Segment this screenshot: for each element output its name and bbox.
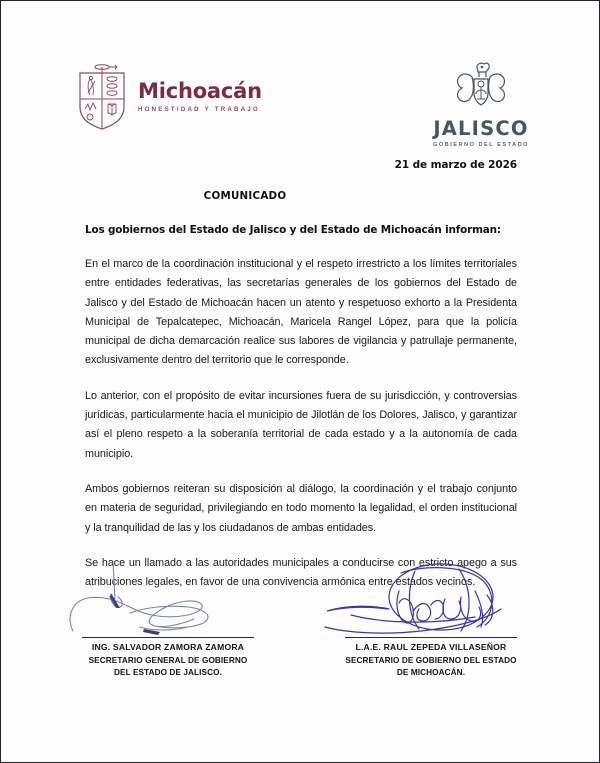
jalisco-logo	[423, 59, 539, 148]
body-paragraph: Lo anterior, con el propósito de evitar incursiones fuera de su jurisdicción, y controversias jurídicas, particularmente hacia el municipio de Jilotlán de los Dolores, Jalisco, y garantizar así el pleno respeto a la soberanía territorial de cada estado y a la autonomía de cada municipio.	[85, 389, 517, 460]
signatory-role-right-line1: SECRETARIO DE GOBIERNO DEL ESTADO	[345, 655, 517, 665]
body-paragraph: En el marco de la coordinación institucional y el respeto irrestricto a los límites territoriales entre entidades federativas, las secretarías generales de los gobiernos del Estado de Jalisco y del Estado de Michoacán hacen un atento y respetuoso exhorto a la Presidenta Municipal de Tepalcatepec, Michoacán, Maricela Rangel López, para que la policía municipal de dicha demarcación realice sus labores de vigilancia y patrullaje permanente, exclusivamente dentro del territorio que le corresponde.	[85, 258, 517, 367]
document-sheet	[1, 1, 599, 762]
signature-area	[1, 561, 600, 691]
body-paragraph: Ambos gobiernos reiteran su disposición al diálogo, la coordinación y el trabajo conjunto en materia de seguridad, privilegiando en todo momento la legalidad, el orden institucional y la tranquilidad de las y los ciudadanos de ambas entidades.	[85, 482, 517, 534]
signature-rule-left	[82, 637, 254, 638]
signatory-role-left-line1: SECRETARIO GENERAL DE GOBIERNO	[88, 655, 248, 665]
signatory-name-right: L.A.E. RAUL ZEPEDA VILLASEÑOR	[355, 642, 507, 652]
jalisco-name: JALISCO	[433, 117, 529, 140]
signature-block-michoacan	[311, 561, 551, 679]
michoacan-shield-icon	[77, 63, 127, 131]
jalisco-coat-of-arms-icon	[448, 59, 514, 117]
document-kicker: COMUNICADO	[203, 190, 287, 202]
handwritten-signature-icon	[311, 561, 551, 637]
signature-mark-right	[311, 561, 551, 637]
michoacan-tagline: HONESTIDAD Y TRABAJO	[138, 105, 260, 113]
body-paragraph: Se hace un llamado a las autoridades municipales a conducirse con estricto apego a sus atribuciones legales, en favor de una convivencia armónica entre estados vecinos.	[85, 556, 517, 589]
document-lead: Los gobiernos del Estado de Jalisco y del Estado de Michoacán informan:	[85, 224, 501, 236]
document-date: 21 de marzo de 2026	[394, 159, 517, 171]
signatory-role-left-line2: DEL ESTADO DE JALISCO.	[114, 668, 222, 677]
paragraph-list	[85, 255, 517, 592]
signatory-role-right-line2: DE MICHOACÁN.	[396, 668, 466, 677]
signature-mark-left	[48, 561, 288, 637]
letterhead	[1, 59, 600, 151]
signatory-name-left: ING. SALVADOR ZAMORA ZAMORA	[91, 642, 245, 652]
document-body	[85, 159, 517, 603]
signature-rule-right	[345, 637, 517, 638]
signature-block-jalisco	[48, 561, 288, 679]
michoacan-logo	[77, 63, 262, 131]
michoacan-name: Michoacán	[138, 78, 262, 103]
michoacan-wordmark	[138, 78, 262, 113]
jalisco-tagline: GOBIERNO DEL ESTADO	[432, 141, 530, 148]
handwritten-signature-icon	[48, 561, 288, 637]
